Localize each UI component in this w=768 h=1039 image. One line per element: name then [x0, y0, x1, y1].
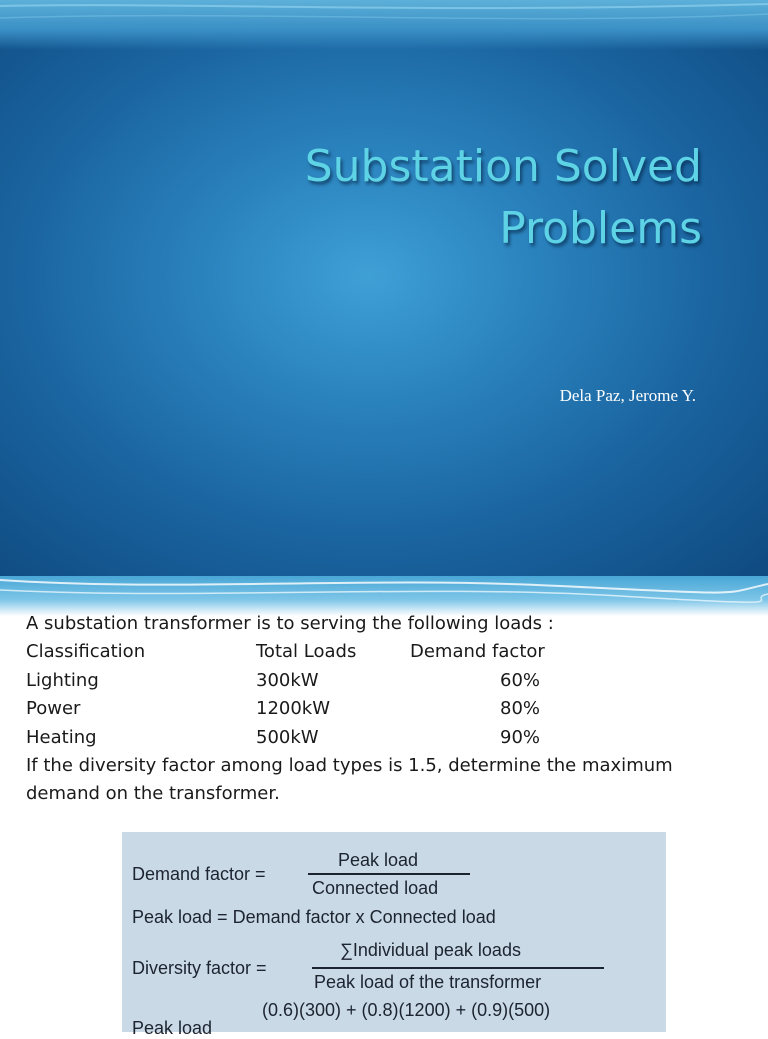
- row-demand-factor: 80%: [500, 698, 541, 720]
- peak-load-equation: Peak load = Demand factor x Connected load: [132, 907, 496, 927]
- table-row: [26, 667, 746, 695]
- slide-title: [102, 136, 702, 260]
- row-classification: Power: [26, 698, 81, 720]
- header-demand-factor: Demand factor: [410, 641, 545, 663]
- problem-text: [26, 610, 746, 809]
- demand-factor-denominator: Connected load: [312, 878, 439, 898]
- author-name: Dela Paz, Jerome Y.: [559, 386, 696, 405]
- header-classification: Classification: [26, 641, 146, 663]
- row-total-load: 500kW: [256, 726, 319, 748]
- table-row: [26, 695, 746, 723]
- peak-load-partial-label: Peak load: [132, 1018, 213, 1038]
- formula-image: [122, 832, 666, 1038]
- top-wave-band: [0, 0, 768, 50]
- header-total-loads: Total Loads: [256, 641, 357, 663]
- problem-slide: [0, 576, 768, 1038]
- row-classification: Heating: [26, 726, 97, 748]
- fraction-bar: [312, 967, 604, 969]
- peak-load-partial-numerator: (0.6)(300) + (0.8)(1200) + (0.9)(500): [262, 1000, 551, 1020]
- row-classification: Lighting: [26, 669, 99, 691]
- diversity-factor-label: Diversity factor =: [132, 958, 267, 978]
- question-text: If the diversity factor among load types is 1.5, determine the maximum demand on the transformer.: [26, 754, 673, 805]
- diversity-denominator: Peak load of the transformer: [314, 972, 542, 992]
- demand-factor-numerator: Peak load: [338, 850, 419, 870]
- diversity-numerator: ∑Individual peak loads: [340, 940, 521, 960]
- row-total-load: 300kW: [256, 669, 319, 691]
- demand-factor-label: Demand factor =: [132, 864, 266, 884]
- table-header-row: [26, 638, 746, 666]
- title-line-2: Problems: [499, 203, 702, 254]
- intro-text: A substation transformer is to serving the following loads :: [26, 613, 554, 634]
- row-demand-factor: 60%: [500, 669, 541, 691]
- fraction-bar: [308, 873, 470, 875]
- table-row: [26, 724, 746, 752]
- intro-line: [26, 610, 746, 638]
- row-total-load: 1200kW: [256, 698, 331, 720]
- title-line-1: Substation Solved: [304, 141, 702, 192]
- row-demand-factor: 90%: [500, 726, 541, 748]
